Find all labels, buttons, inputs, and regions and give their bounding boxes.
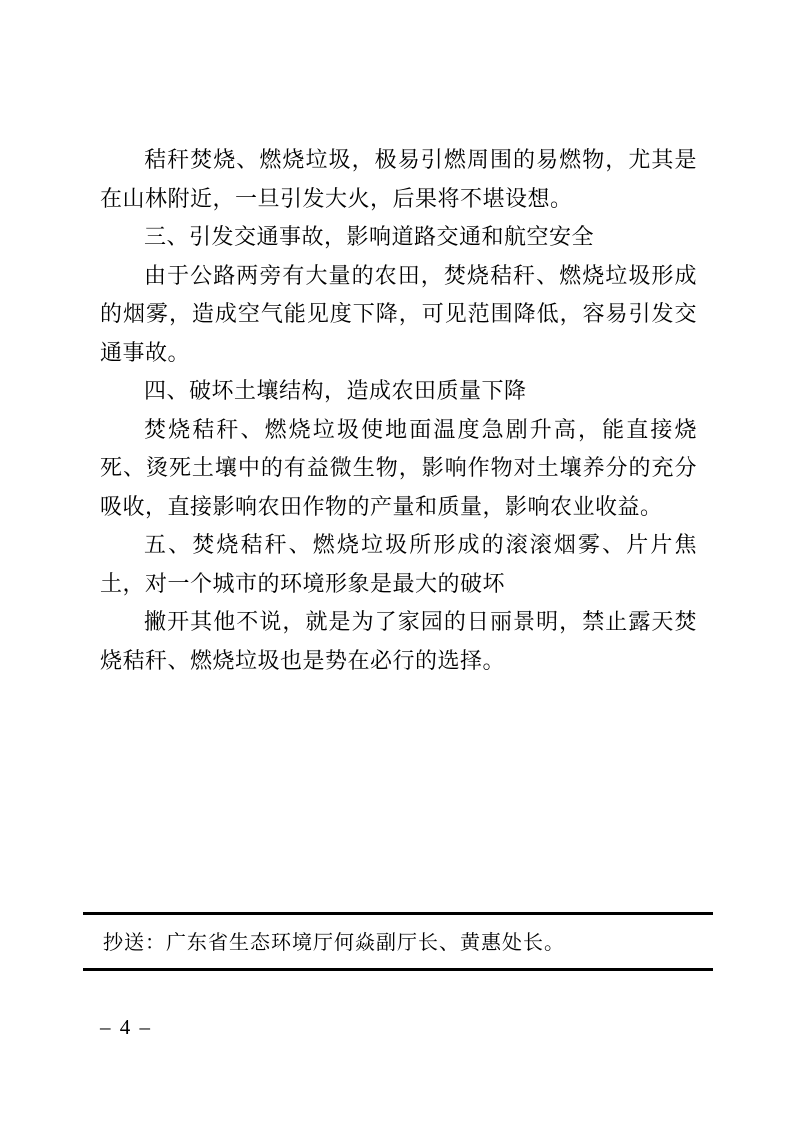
cc-line: 抄送：广东省生态环境厅何焱副厅长、黄惠处长。	[103, 932, 565, 954]
document-body	[100, 141, 697, 680]
paragraph-soil: 焚烧秸秆、燃烧垃圾使地面温度急剧升高，能直接烧死、烫死土壤中的有益微生物，影响作物对土壤养分的充分吸收，直接影响农田作物的产量和质量，影响农业收益。	[100, 416, 697, 519]
paragraph-conclusion: 撇开其他不说，就是为了家园的日丽景明，禁止露天焚烧秸秆、燃烧垃圾也是势在必行的选择。	[100, 609, 697, 673]
page-number: – 4 –	[100, 1015, 152, 1039]
paragraph-traffic: 由于公路两旁有大量的农田，焚烧秸秆、燃烧垃圾形成的烟雾，造成空气能见度下降，可见范围降低，容易引发交通事故。	[100, 262, 697, 365]
cc-block	[83, 912, 713, 971]
paragraph-fire-risk: 秸秆焚烧、燃烧垃圾，极易引燃周围的易燃物，尤其是在山林附近，一旦引发大火，后果将不堪设想。	[100, 147, 697, 211]
divider-line-bottom	[83, 968, 713, 971]
heading-section-three: 三、引发交通事故，影响道路交通和航空安全	[144, 224, 595, 249]
heading-section-four: 四、破坏土壤结构，造成农田质量下降	[144, 378, 527, 403]
heading-section-five: 五、焚烧秸秆、燃烧垃圾所形成的滚滚烟雾、片片焦土，对一个城市的环境形象是最大的破坏	[100, 532, 697, 596]
